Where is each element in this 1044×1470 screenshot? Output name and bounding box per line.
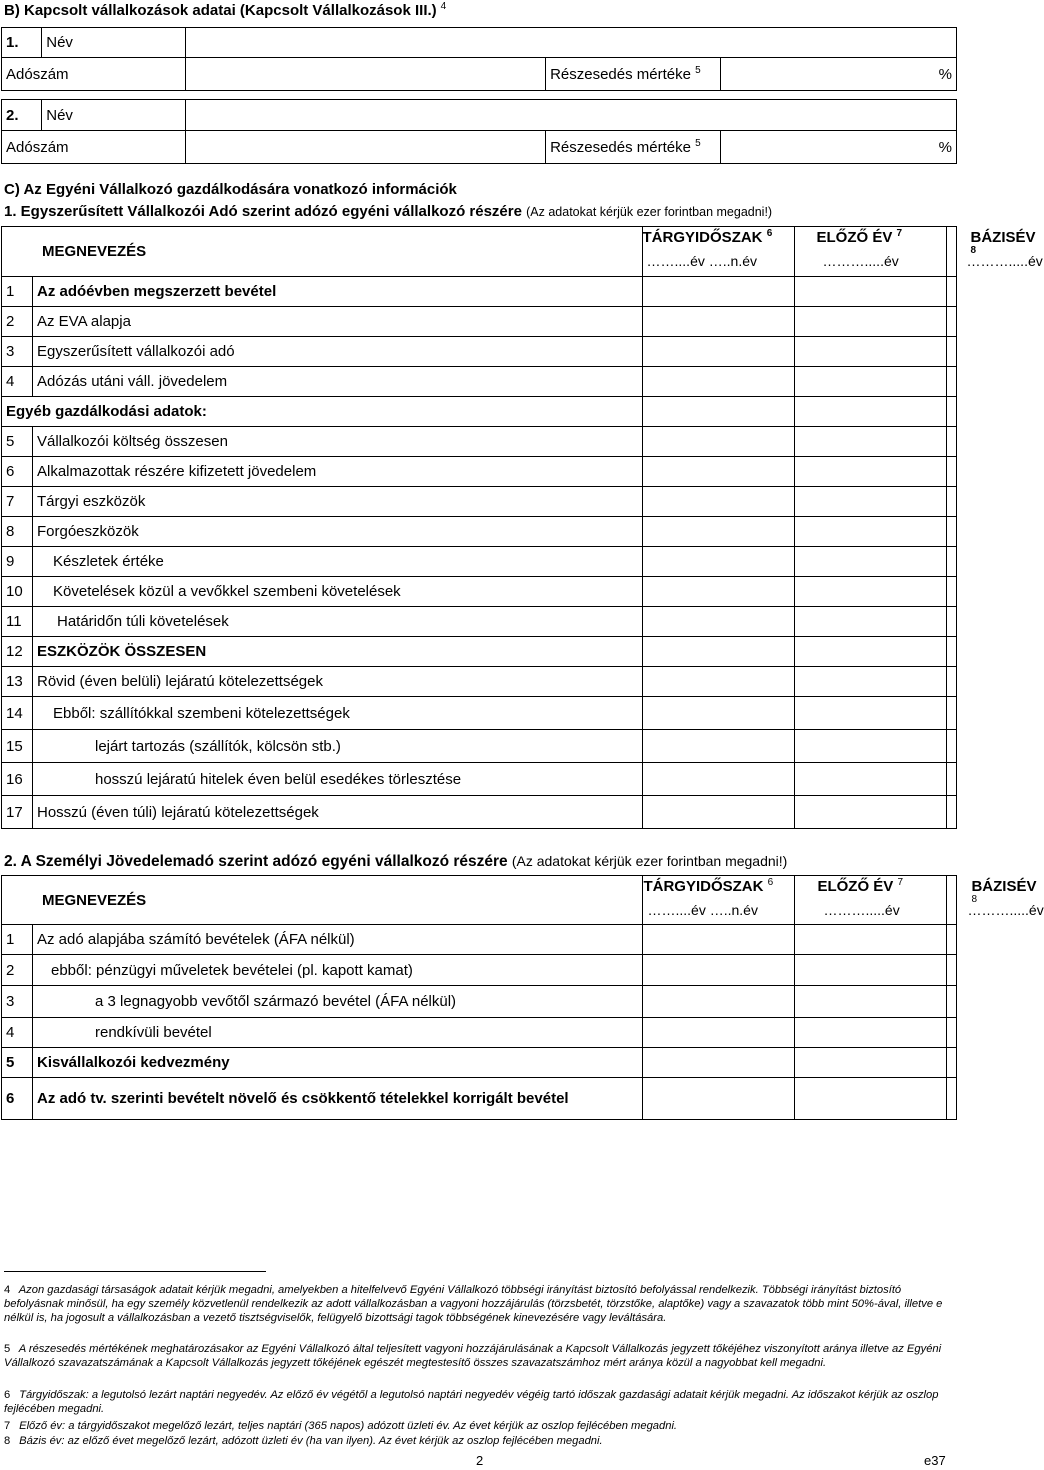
value-cell[interactable] (947, 1048, 957, 1078)
section-c1-title (4, 203, 772, 220)
value-cell[interactable] (794, 307, 946, 337)
header-megnevezes-text: MEGNEVEZÉS (42, 891, 147, 909)
value-cell[interactable] (946, 730, 956, 763)
header-elozo-ev (794, 227, 946, 277)
footnote-ref-5: 5 (695, 137, 701, 149)
value-cell[interactable] (642, 307, 794, 337)
share-label-text: Részesedés mértéke (550, 65, 691, 83)
table-row (2, 277, 957, 307)
footnote-7 (4, 1419, 954, 1433)
company-2-tax-label: Adószám (2, 131, 186, 164)
table-row (2, 730, 957, 763)
row-label: a 3 legnagyobb vevőtől származó bevétel (ÁFA nélkül) (33, 986, 643, 1018)
company-1-share-label (546, 58, 720, 91)
value-cell[interactable] (946, 763, 956, 796)
value-cell[interactable] (794, 667, 946, 697)
row-number: 14 (2, 697, 33, 730)
value-cell[interactable] (794, 337, 946, 367)
value-cell[interactable] (946, 637, 956, 667)
value-cell[interactable] (795, 1048, 947, 1078)
company-2-tax-field[interactable] (185, 131, 545, 164)
value-cell[interactable] (794, 730, 946, 763)
row-number: 17 (2, 796, 33, 829)
table-row (2, 925, 957, 955)
table-row (2, 1048, 957, 1078)
value-cell[interactable] (642, 427, 794, 457)
value-cell[interactable] (794, 637, 946, 667)
value-cell[interactable] (795, 986, 947, 1018)
table-row (2, 986, 957, 1018)
table-row (2, 607, 957, 637)
footnote-separator (4, 1271, 266, 1272)
footnote-text: Tárgyidőszak: a legutolsó lezárt naptári negyedév. Az előző év végétől a legutolsó naptári negyedév végéig tartó időszak gazdasági adatait kérjük megadni. Az időszakot kérjük az oszlop fejlécében megadni. (4, 1389, 939, 1415)
company-1-share-field[interactable] (720, 58, 956, 91)
footnote-ref-6: 6 (766, 228, 773, 239)
header-elozo-ev-text: ELŐZŐ ÉV (817, 878, 894, 895)
header-bazisev (946, 227, 1043, 277)
section-b-title-text: B) Kapcsolt vállalkozások adatai (Kapcsolt Vállalkozások III.) (4, 2, 437, 19)
section-c-title: C) Az Egyéni Vállalkozó gazdálkodására vonatkozó információk (4, 181, 457, 198)
value-cell[interactable] (642, 517, 794, 547)
row-label: Az adó alapjába számító bevételek (ÁFA nélkül) (33, 925, 643, 955)
company-1-name-label: Név (42, 28, 186, 58)
row-number: 4 (2, 367, 33, 397)
row-number: 2 (2, 955, 33, 986)
share-label-text: Részesedés mértéke (550, 138, 691, 156)
row-label: Adózás utáni váll. jövedelem (33, 367, 643, 397)
company-1-name-field[interactable] (185, 28, 956, 58)
value-cell[interactable] (643, 925, 795, 955)
value-cell (642, 397, 794, 427)
value-cell[interactable] (947, 955, 957, 986)
value-cell[interactable] (795, 925, 947, 955)
value-cell[interactable] (794, 457, 946, 487)
section-b-title (4, 2, 446, 19)
footnote-ref-7: 7 (897, 877, 904, 888)
value-cell[interactable] (642, 277, 794, 307)
row-number: 5 (2, 427, 33, 457)
value-cell[interactable] (794, 763, 946, 796)
header-megnevezes-text: MEGNEVEZÉS (42, 243, 147, 260)
page-number: 2 (476, 1453, 484, 1468)
footnote-text: Azon gazdasági társaságok adatait kérjük megadni, amelyekben a hitelfelvevő Egyéni Vállalkozó többségi irányítást biztosító befolyással rendelkezik. Többségi irányítást biztosító befolyásnak minősül, ha egy személy közvetlenül rendelkezik az adott vállalkozásban a vagyoni hozzájárulás (törzsbetét, törzstőke, alaptőke) vagy a szavazatok több mint 50%-ával, illetve e nélkül is, ha jogosult a vállalkozásban a vezető tisztségviselők, felügyelő bizottsági tagok többségének kinevezésére vagy leváltására. (4, 1284, 943, 1324)
row-label: Kisvállalkozói kedvezmény (33, 1048, 643, 1078)
header-targyidoszak-sub: ……....év …..n.év (646, 253, 757, 269)
row-number: 5 (2, 1048, 33, 1078)
header-megnevezes (2, 876, 643, 925)
company-2-share-field[interactable] (720, 131, 956, 164)
percent-sign: % (938, 65, 952, 83)
value-cell[interactable] (643, 955, 795, 986)
header-bazisev-text: BÁZISÉV (970, 229, 1036, 246)
row-number: 4 (2, 1018, 33, 1048)
header-elozo-ev-sub: ……….....év (823, 902, 900, 918)
row-number: 1 (2, 925, 33, 955)
footnote-8 (4, 1434, 954, 1448)
other-data-heading: Egyéb gazdálkodási adatok: (2, 397, 643, 427)
company-2-name-label: Név (42, 100, 186, 131)
table-row (2, 1018, 957, 1048)
value-cell[interactable] (946, 796, 956, 829)
footnote-5 (4, 1342, 954, 1370)
table-row (2, 427, 957, 457)
header-bazisev (947, 876, 1044, 925)
row-number: 15 (2, 730, 33, 763)
row-number: 12 (2, 637, 33, 667)
value-cell[interactable] (642, 607, 794, 637)
footnote-ref-5: 5 (695, 64, 701, 76)
row-label: Rövid (éven belüli) lejáratú kötelezettségek (33, 667, 643, 697)
value-cell[interactable] (794, 697, 946, 730)
row-number: 6 (2, 1078, 33, 1120)
row-label: Határidőn túli követelések (33, 607, 643, 637)
company-1-tax-field[interactable] (185, 58, 545, 91)
table-row (2, 487, 957, 517)
page-code: e37 (924, 1453, 946, 1468)
row-label: Ebből: szállítókkal szembeni kötelezettségek (33, 697, 643, 730)
value-cell[interactable] (643, 1048, 795, 1078)
footnote-number: 8 (4, 1435, 11, 1447)
row-label: Forgóeszközök (33, 517, 643, 547)
header-targyidoszak-sub: ……....év …..n.év (647, 902, 758, 918)
table-row (2, 796, 957, 829)
section-c2-note: (Az adatokat kérjük ezer forintban megadni!) (511, 853, 788, 869)
footnote-4 (4, 1283, 954, 1325)
row-label: Az EVA alapja (33, 307, 643, 337)
footnote-text: Előző év: a tárgyidőszakot megelőző lezárt, teljes naptári (365 napos) adózott üzleti év. Az évet kérjük az oszlop fejlécében megadni. (19, 1420, 678, 1432)
percent-sign: % (938, 138, 952, 156)
value-cell[interactable] (794, 427, 946, 457)
row-number: 16 (2, 763, 33, 796)
value-cell[interactable] (643, 1078, 795, 1120)
row-label: Tárgyi eszközök (33, 487, 643, 517)
value-cell[interactable] (642, 337, 794, 367)
section-c2-title (4, 853, 787, 871)
company-2-share-label (546, 131, 720, 164)
value-cell[interactable] (947, 925, 957, 955)
row-number: 7 (2, 487, 33, 517)
table-row (2, 955, 957, 986)
value-cell[interactable] (642, 547, 794, 577)
table-spacer (2, 91, 957, 100)
table-row (2, 367, 957, 397)
header-elozo-ev (795, 876, 947, 925)
value-cell[interactable] (642, 457, 794, 487)
value-cell[interactable] (946, 367, 956, 397)
value-cell[interactable] (642, 487, 794, 517)
value-cell[interactable] (794, 277, 946, 307)
value-cell[interactable] (642, 577, 794, 607)
footnote-text: Bázis év: az előző évet megelőző lezárt, adózott üzleti év (ha van ilyen). Az évet kérjük az oszlop fejlécében megadni. (19, 1435, 603, 1447)
value-cell[interactable] (946, 337, 956, 367)
related-companies-table (1, 27, 957, 164)
section-c1-title-text: 1. Egyszerűsített Vállalkozói Adó szerint adózó egyéni vállalkozó részére (4, 203, 522, 220)
value-cell[interactable] (643, 1018, 795, 1048)
footnote-number: 6 (4, 1389, 11, 1401)
value-cell[interactable] (794, 487, 946, 517)
table-row (2, 577, 957, 607)
value-cell[interactable] (946, 487, 956, 517)
eva-data-table (1, 226, 1043, 829)
footnote-number: 4 (4, 1284, 11, 1296)
table-row (2, 1078, 957, 1120)
header-targyidoszak (643, 876, 795, 925)
row-label: hosszú lejáratú hitelek éven belül esedékes törlesztése (33, 763, 643, 796)
row-number: 3 (2, 337, 33, 367)
footnote-ref-4: 4 (440, 1, 447, 12)
value-cell[interactable] (946, 697, 956, 730)
footnote-ref-7: 7 (896, 228, 903, 239)
value-cell[interactable] (642, 763, 794, 796)
value-cell[interactable] (794, 607, 946, 637)
footnote-ref-8: 8 (970, 245, 977, 256)
row-number: 9 (2, 547, 33, 577)
header-elozo-ev-sub: ……….....év (822, 253, 899, 269)
row-label: Az adó tv. szerinti bevételt növelő és csökkentő tételekkel korrigált bevétel (33, 1078, 643, 1120)
table-row (2, 457, 957, 487)
value-cell[interactable] (947, 986, 957, 1018)
section-c2-title-text: 2. A Személyi Jövedelemadó szerint adózó egyéni vállalkozó részére (4, 853, 508, 870)
row-label: Készletek értéke (33, 547, 643, 577)
value-cell (946, 397, 956, 427)
section-c1-note: (Az adatokat kérjük ezer forintban megadni!) (526, 205, 773, 219)
row-label: Egyszerűsített vállalkozói adó (33, 337, 643, 367)
row-label: rendkívüli bevétel (33, 1018, 643, 1048)
table-row (2, 337, 957, 367)
footnote-ref-6: 6 (767, 877, 774, 888)
value-cell[interactable] (642, 730, 794, 763)
table-row (2, 697, 957, 730)
value-cell (794, 397, 946, 427)
value-cell[interactable] (946, 457, 956, 487)
table-row (2, 667, 957, 697)
value-cell[interactable] (642, 667, 794, 697)
footnote-ref-8: 8 (971, 894, 978, 905)
header-bazisev-sub: ……….....év (967, 902, 1044, 918)
table-row (2, 307, 957, 337)
value-cell[interactable] (794, 517, 946, 547)
header-elozo-ev-text: ELŐZŐ ÉV (816, 229, 893, 246)
value-cell[interactable] (946, 547, 956, 577)
table-row (2, 547, 957, 577)
row-number: 13 (2, 667, 33, 697)
table-row (2, 763, 957, 796)
row-label: Hosszú (éven túli) lejáratú kötelezettségek (33, 796, 643, 829)
szja-data-table (1, 875, 1044, 1120)
row-label: Az adóévben megszerzett bevétel (33, 277, 643, 307)
row-label: Vállalkozói költség összesen (33, 427, 643, 457)
row-label: ebből: pénzügyi műveletek bevételei (pl. kapott kamat) (33, 955, 643, 986)
company-2-number: 2. (2, 100, 42, 131)
row-number: 3 (2, 986, 33, 1018)
value-cell[interactable] (794, 367, 946, 397)
footnote-number: 5 (4, 1343, 11, 1355)
value-cell[interactable] (642, 796, 794, 829)
footnote-6 (4, 1388, 954, 1416)
header-targyidoszak-text: TÁRGYIDŐSZAK (643, 878, 764, 895)
row-label: ESZKÖZÖK ÖSSZESEN (33, 637, 643, 667)
table-row (2, 397, 957, 427)
header-bazisev-sub: ……….....év (966, 253, 1043, 269)
value-cell[interactable] (947, 1078, 957, 1120)
value-cell[interactable] (946, 577, 956, 607)
value-cell[interactable] (642, 367, 794, 397)
header-targyidoszak (642, 227, 794, 277)
row-number: 11 (2, 607, 33, 637)
value-cell[interactable] (794, 577, 946, 607)
header-targyidoszak-text: TÁRGYIDŐSZAK (642, 229, 763, 246)
value-cell[interactable] (642, 637, 794, 667)
row-label: lejárt tartozás (szállítók, kölcsön stb.) (33, 730, 643, 763)
row-number: 8 (2, 517, 33, 547)
company-1-tax-label: Adószám (2, 58, 186, 91)
table-row (2, 637, 957, 667)
value-cell[interactable] (794, 547, 946, 577)
row-label: Alkalmazottak részére kifizetett jövedelem (33, 457, 643, 487)
value-cell[interactable] (642, 697, 794, 730)
row-label: Követelések közül a vevőkkel szembeni követelések (33, 577, 643, 607)
value-cell[interactable] (643, 986, 795, 1018)
value-cell[interactable] (946, 427, 956, 457)
value-cell[interactable] (946, 307, 956, 337)
value-cell[interactable] (946, 607, 956, 637)
company-1-number: 1. (2, 28, 42, 58)
table-row (2, 517, 957, 547)
value-cell[interactable] (794, 796, 946, 829)
header-bazisev-text: BÁZISÉV (971, 878, 1037, 895)
value-cell[interactable] (795, 1078, 947, 1120)
value-cell[interactable] (795, 955, 947, 986)
value-cell[interactable] (946, 277, 956, 307)
value-cell[interactable] (946, 667, 956, 697)
value-cell[interactable] (795, 1018, 947, 1048)
value-cell[interactable] (947, 1018, 957, 1048)
company-2-name-field[interactable] (185, 100, 956, 131)
row-number: 6 (2, 457, 33, 487)
row-number: 2 (2, 307, 33, 337)
value-cell[interactable] (946, 517, 956, 547)
footnote-text: A részesedés mértékének meghatározásakor az Egyéni Vállalkozó által teljesített vagyoni hozzájárulásának a Kapcsolt Vállalkozás jegyzett tőkéjéhez viszonyított aránya illetve az Egyéni Vállalkozó szavazatszámának a Kapcsolt Vállalkozás jegyzett tőkéjének egészét megtestesítő összes szavazatszámhoz mért aránya közül a nagyobbat kell megadni. (4, 1343, 942, 1369)
footnote-number: 7 (4, 1420, 11, 1432)
row-number: 1 (2, 277, 33, 307)
header-megnevezes (2, 227, 643, 277)
row-number: 10 (2, 577, 33, 607)
